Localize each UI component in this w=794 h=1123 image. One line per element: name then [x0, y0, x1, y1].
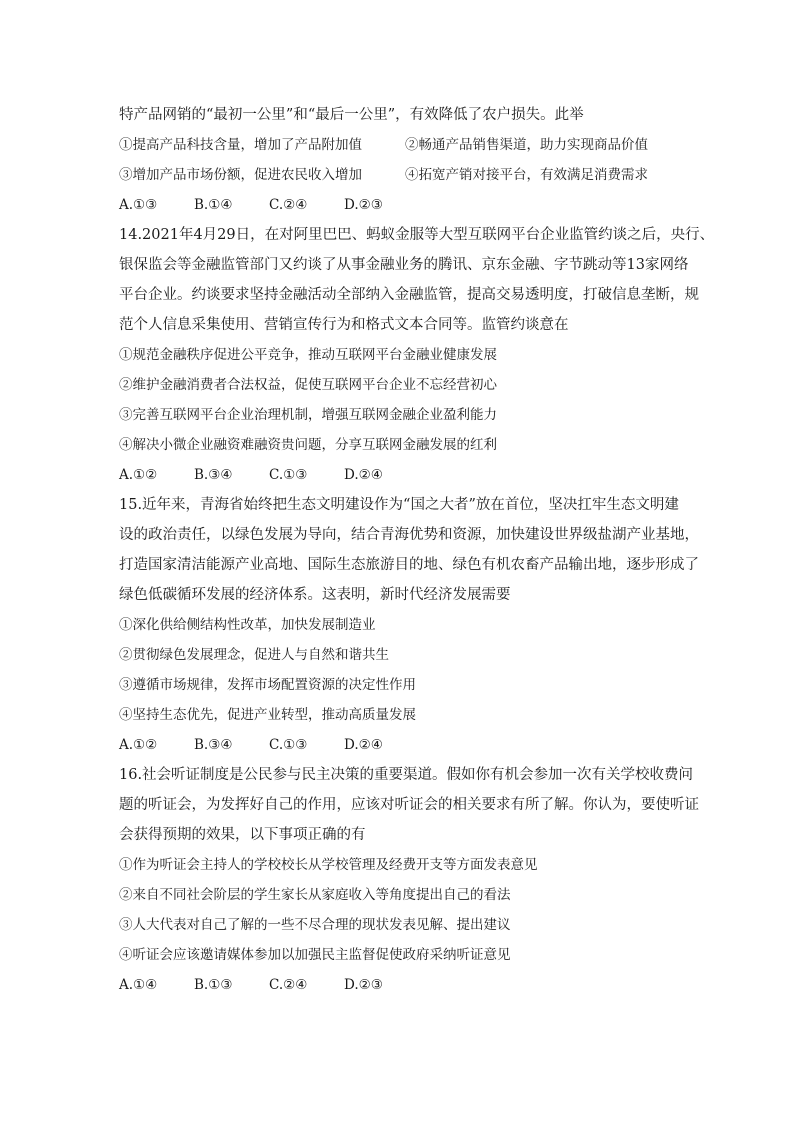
q15-stem-line-2: 设的政治责任，以绿色发展为导向，结合青海优势和资源，加快建设世界级盐湖产业基地，: [119, 527, 699, 543]
q15-answer-choices: [119, 730, 679, 760]
q14-answer-a: A.①②: [119, 467, 158, 483]
q13-options-row-1: [119, 130, 679, 160]
q15-option-3: ③遵循市场规律，发挥市场配置资源的决定性作用: [119, 677, 416, 693]
q13-answer-a: A.①③: [119, 197, 158, 213]
exam-page: [119, 100, 715, 1000]
q16-option-4: ④听证会应该邀请媒体参加以加强民主监督促使政府采纳听证意见: [119, 947, 511, 963]
q16-option-1: ①作为听证会主持人的学校校长从学校管理及经费开支等方面发表意见: [119, 857, 538, 873]
q14-answer-choices: [119, 460, 679, 490]
q13-option-1: ①提高产品科技含量，增加了产品附加值: [119, 137, 362, 153]
q13-answer-b: B.①④: [194, 197, 233, 213]
q14-option-1: ①规范金融秩序促进公平竞争，推动互联网平台金融业健康发展: [119, 347, 497, 363]
q16-answer-d: D.②③: [344, 977, 383, 993]
q16-answer-c: C.②④: [269, 977, 308, 993]
q16-stem-line-3: 会获得预期的效果，以下事项正确的有: [119, 827, 366, 843]
q15-answer-b: B.③④: [194, 737, 233, 753]
q16-option-3: ③人大代表对自己了解的一些不尽合理的现状发表见解、提出建议: [119, 917, 511, 933]
q14-option-3: ③完善互联网平台企业治理机制，增强互联网金融企业盈利能力: [119, 407, 497, 423]
q16-answer-b: B.①③: [194, 977, 233, 993]
q15-option-1: ①深化供给侧结构性改革，加快发展制造业: [119, 617, 376, 633]
q15-answer-a: A.①②: [119, 737, 158, 753]
q14-stem-line-4: 范个人信息采集使用、营销宣传行为和格式文本合同等。监管约谈意在: [119, 317, 569, 333]
q13-option-4: ④拓宽产销对接平台，有效满足消费需求: [405, 167, 648, 183]
q13-options-row-2: [119, 160, 679, 190]
q16-answer-choices: [119, 970, 679, 1000]
q13-answer-choices: [119, 190, 679, 220]
q14-answer-d: D.②④: [344, 467, 383, 483]
q14-answer-b: B.③④: [194, 467, 233, 483]
q13-option-2: ②畅通产品销售渠道，助力实现商品价值: [405, 137, 648, 153]
q16-option-2: ②来自不同社会阶层的学生家长从家庭收入等角度提出自己的看法: [119, 887, 511, 903]
q15-answer-c: C.①③: [269, 737, 308, 753]
q14-stem-line-2: 银保监会等金融监管部门又约谈了从事金融业务的腾讯、京东金融、字节跳动等13家网络: [119, 257, 689, 273]
q15-answer-d: D.②④: [344, 737, 383, 753]
q16-stem-line-2: 题的听证会，为发挥好自己的作用，应该对听证会的相关要求有所了解。你认为，要使听证: [119, 797, 699, 813]
q16-answer-a: A.①④: [119, 977, 158, 993]
q13-answer-d: D.②③: [344, 197, 383, 213]
q15-stem-line-4: 绿色低碳循环发展的经济体系。这表明，新时代经济发展需要: [119, 587, 511, 603]
q16-stem-line-1: 16.社会听证制度是公民参与民主决策的重要渠道。假如你有机会参加一次有关学校收费问: [119, 767, 694, 783]
q14-stem-line-3: 平台企业。约谈要求坚持金融活动全部纳入金融监管，提高交易透明度，打破信息垄断，规: [119, 287, 699, 303]
q15-stem-line-1: 15.近年来，青海省始终把生态文明建设作为“国之大者”放在首位，坚决扛牢生态文明建: [119, 497, 679, 513]
q14-answer-c: C.①③: [269, 467, 308, 483]
q14-stem-line-1: 14.2021年4月29日，在对阿里巴巴、蚂蚁金服等大型互联网平台企业监管约谈之后，央行、: [119, 227, 715, 243]
q13-option-3: ③增加产品市场份额，促进农民收入增加: [119, 167, 362, 183]
q13-answer-c: C.②④: [269, 197, 308, 213]
q15-stem-line-3: 打造国家清洁能源产业高地、国际生态旅游目的地、绿色有机农畜产品输出地，逐步形成了: [119, 557, 699, 573]
q15-option-2: ②贯彻绿色发展理念，促进人与自然和谐共生: [119, 647, 389, 663]
q14-option-4: ④解决小微企业融资难融资贵问题，分享互联网金融发展的红利: [119, 437, 497, 453]
q15-option-4: ④坚持生态优先，促进产业转型，推动高质量发展: [119, 707, 416, 723]
q14-option-2: ②维护金融消费者合法权益，促使互联网平台企业不忘经营初心: [119, 377, 497, 393]
q13-stem-tail: 特产品网销的“最初一公里”和“最后一公里”，有效降低了农户损失。此举: [119, 107, 584, 123]
